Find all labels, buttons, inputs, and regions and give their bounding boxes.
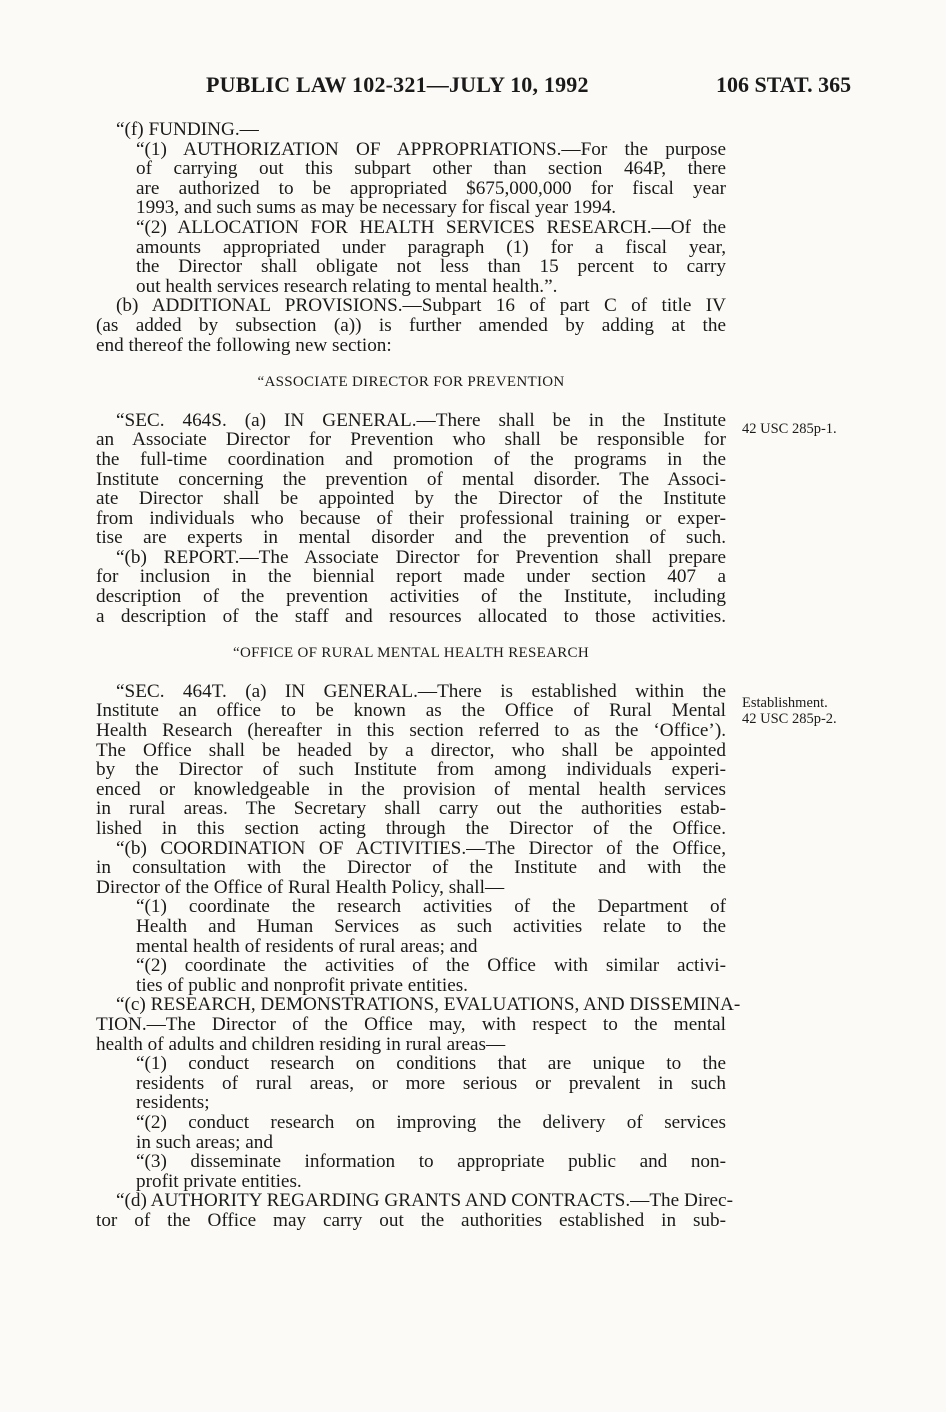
text-line: ties of public and nonprofit private entities.	[136, 974, 468, 996]
law-text-body	[96, 119, 741, 1231]
text-line: “(3) disseminate information to appropriate public and non-	[136, 1151, 726, 1173]
text-line: in rural areas. The Secretary shall carry out the authorities estab-	[96, 798, 726, 820]
text-line: end thereof the following new section:	[96, 334, 392, 356]
text-line: “(f) FUNDING.—	[116, 119, 259, 140]
text-line: residents of rural areas, or more serious or prevalent in such	[136, 1072, 726, 1094]
text-line: Health and Human Services as such activities relate to the	[136, 915, 726, 937]
text-line: “(c) RESEARCH, DEMONSTRATIONS, EVALUATIONS, AND DISSEMINA-	[116, 994, 741, 1016]
text-line: (b) ADDITIONAL PROVISIONS.—Subpart 16 of part C of title IV	[116, 295, 726, 317]
text-line: “(2) coordinate the activities of the Office with similar activi-	[136, 955, 726, 977]
heading-associate-director: “ASSOCIATE DIRECTOR FOR PREVENTION	[257, 374, 565, 391]
text-line: mental health of residents of rural areas; and	[136, 935, 478, 957]
text-line: “(b) COORDINATION OF ACTIVITIES.—The Director of the Office,	[116, 837, 726, 859]
text-line: amounts appropriated under paragraph (1) for a fiscal year,	[136, 236, 726, 258]
page-header-stat: 106 STAT. 365	[716, 72, 852, 97]
text-line: (as added by subsection (a)) is further amended by adding at the	[96, 314, 726, 336]
text-line: from individuals who because of their professional training or exper-	[96, 507, 726, 529]
text-line: a description of the staff and resources allocated to those activities.	[96, 605, 726, 627]
text-line: “(1) AUTHORIZATION OF APPROPRIATIONS.—For the purpose	[136, 138, 726, 160]
text-line: in consultation with the Director of the Institute and with the	[96, 857, 726, 879]
text-line: “SEC. 464T. (a) IN GENERAL.—There is established within the	[116, 680, 726, 702]
text-line: description of the prevention activities of the Institute, including	[96, 586, 726, 608]
heading-rural-office: “OFFICE OF RURAL MENTAL HEALTH RESEARCH	[233, 645, 589, 662]
text-line: ate Director shall be appointed by the Director of the Institute	[96, 488, 726, 510]
text-line: for inclusion in the biennial report made under section 407 a	[96, 566, 726, 588]
text-line: are authorized to be appropriated $675,000,000 for fiscal year	[136, 177, 726, 199]
text-line: Health Research (hereafter in this section referred to as the ‘Office’).	[96, 720, 726, 742]
text-line: of carrying out this subpart other than section 464P, there	[136, 158, 726, 180]
text-line: “(d) AUTHORITY REGARDING GRANTS AND CONTRACTS.—The Direc-	[116, 1190, 733, 1212]
text-line: the Director shall obligate not less than 15 percent to carry	[136, 256, 726, 278]
text-line: the full-time coordination and promotion of the programs in the	[96, 448, 726, 470]
text-line: in such areas; and	[136, 1131, 273, 1153]
text-line: out health services research relating to mental health.”.	[136, 275, 558, 297]
funding-block	[96, 120, 726, 355]
text-line: “(1) coordinate the research activities of the Department of	[136, 896, 726, 918]
text-line: Institute concerning the prevention of mental disorder. The Associ-	[96, 468, 726, 490]
section-464t-block	[96, 680, 741, 1231]
text-line: “(b) REPORT.—The Associate Director for Prevention shall prepare	[116, 546, 726, 568]
text-line: profit private entities.	[136, 1170, 302, 1192]
text-line: tise are experts in mental disorder and the prevention of such.	[96, 527, 726, 549]
margin-note-285p-2: 42 USC 285p-2.	[742, 711, 837, 727]
text-line: lished in this section acting through the Director of the Office.	[96, 818, 726, 839]
text-line: “(2) ALLOCATION FOR HEALTH SERVICES RESEARCH.—Of the	[136, 216, 726, 238]
text-line: TION.—The Director of the Office may, with respect to the mental	[96, 1013, 726, 1035]
text-line: “(2) conduct research on improving the delivery of services	[136, 1111, 726, 1133]
margin-note-establishment: Establishment.	[742, 695, 828, 711]
text-line: Institute an office to be known as the Office of Rural Mental	[96, 700, 726, 722]
margin-note-285p-1: 42 USC 285p-1.	[742, 421, 837, 437]
text-line: 1993, and such sums as may be necessary for fiscal year 1994.	[136, 197, 617, 219]
text-line: health of adults and children residing in rural areas—	[96, 1033, 506, 1055]
text-line: by the Director of such Institute from among individuals experi-	[96, 759, 726, 781]
page-header-title: PUBLIC LAW 102-321—JULY 10, 1992	[206, 72, 589, 97]
text-line: an Associate Director for Prevention who shall be responsible for	[96, 429, 726, 451]
text-line: The Office shall be headed by a director, who shall be appointed	[96, 739, 726, 761]
text-line: “SEC. 464S. (a) IN GENERAL.—There shall be in the Institute	[116, 409, 726, 431]
text-line: tor of the Office may carry out the authorities established in sub-	[96, 1209, 726, 1231]
text-line: enced or knowledgeable in the provision of mental health services	[96, 778, 726, 800]
text-line: residents;	[136, 1092, 210, 1114]
section-464s-block	[96, 411, 726, 627]
text-line: “(1) conduct research on conditions that are unique to the	[136, 1053, 726, 1075]
text-line: Director of the Office of Rural Health Policy, shall—	[96, 876, 505, 898]
